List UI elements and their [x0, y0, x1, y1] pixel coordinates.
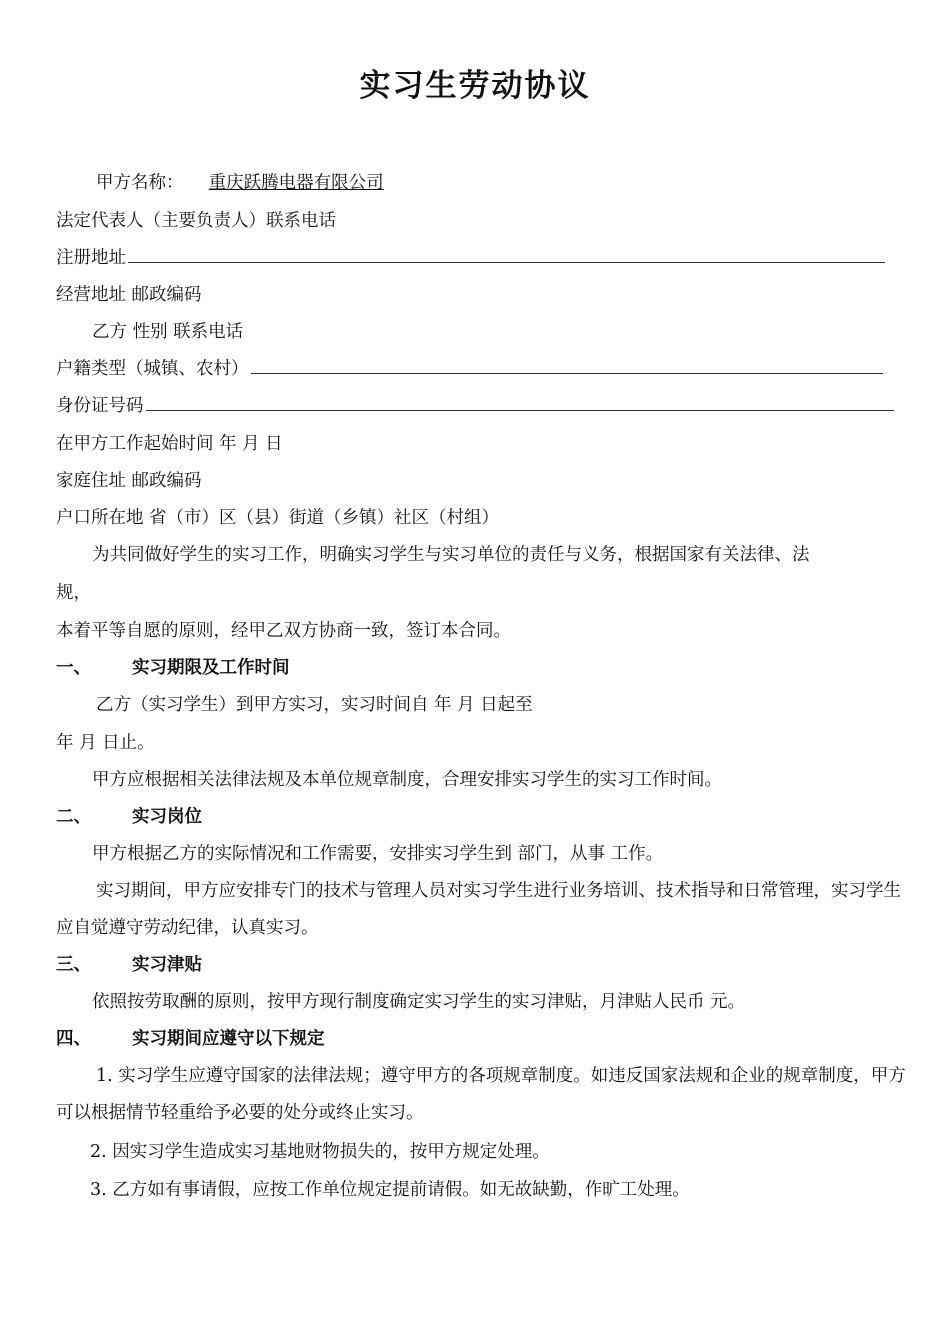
id-number-line: [56, 393, 910, 419]
id-number-label: 身份证号码: [56, 396, 144, 416]
s1-line3: 甲方应根据相关法律法规及本单位规章制度，合理安排实习学生的实习工作时间。: [92, 770, 722, 790]
s1-line2: 年 月 日止。: [56, 733, 155, 753]
home-address-line: 家庭住址 邮政编码: [56, 471, 202, 491]
section-number: 二、: [56, 807, 91, 827]
s2-paragraph: 实习期间，甲方应安排专门的技术与管理人员对实习学生进行业务培训、技术指导和日常管理，实习学生应自觉遵守劳动纪律，认真实习。: [56, 881, 901, 938]
preamble-p1-cont: 规，: [56, 583, 91, 603]
section-heading-1: [56, 655, 290, 681]
s4-rule-3: 3. 乙方如有事请假，应按工作单位规定提前请假。如无故缺勤，作旷工处理。: [90, 1180, 690, 1200]
reg-address-line: [56, 245, 910, 271]
hukou-location-line: 户口所在地 省（市）区（县）街道（乡镇）社区（村组）: [56, 508, 500, 528]
section-number: 四、: [56, 1029, 91, 1049]
legal-rep-line: 法定代表人（主要负责人）联系电话: [56, 211, 336, 231]
preamble-p2: 本着平等自愿的原则，经甲乙双方协商一致，签订本合同。: [56, 621, 511, 641]
s3-line1: 依照按劳取酬的原则，按甲方现行制度确定实习学生的实习津贴，月津贴人民币 元。: [92, 992, 746, 1012]
section-title: 实习津贴: [132, 955, 202, 975]
s2-line1: 甲方根据乙方的实际情况和工作需要，安排实习学生到 部门，从事 工作。: [92, 844, 664, 864]
id-number-blank: [146, 393, 894, 411]
party-a-name: 重庆跃腾电器有限公司: [208, 173, 384, 193]
preamble-p1: 为共同做好学生的实习工作，明确实习学生与实习单位的责任与义务，根据国家有关法律、法: [92, 545, 810, 565]
start-time-line: 在甲方工作起始时间 年 月 日: [56, 434, 283, 454]
hukou-type-label: 户籍类型（城镇、农村）: [56, 359, 249, 379]
s4-rule-2: 2. 因实习学生造成实习基地财物损失的，按甲方规定处理。: [90, 1142, 550, 1162]
party-a-line: [96, 170, 910, 196]
section-number: 一、: [56, 658, 91, 678]
section-number: 三、: [56, 955, 91, 975]
section-heading-3: [56, 952, 202, 978]
section-title: 实习岗位: [132, 807, 202, 827]
page-title: 实习生劳动协议: [359, 68, 591, 104]
party-b-line: 乙方 性别 联系电话: [92, 322, 244, 342]
reg-address-blank: [128, 245, 885, 263]
biz-address-line: 经营地址 邮政编码: [56, 285, 202, 305]
s1-line1: 乙方（实习学生）到甲方实习，实习时间自 年 月 日起至: [96, 695, 533, 715]
hukou-type-blank: [251, 356, 883, 374]
section-heading-4: [56, 1026, 325, 1052]
section-heading-2: [56, 804, 202, 830]
section-title: 实习期间应遵守以下规定: [132, 1029, 325, 1049]
party-a-label: 甲方名称：: [96, 173, 184, 193]
s4-rule-1: 1. 实习学生应遵守国家的法律法规；遵守甲方的各项规章制度。如违反国家法规和企业的规章制度，甲方可以根据情节轻重给予必要的处分或终止实习。: [56, 1066, 906, 1123]
hukou-type-line: [56, 356, 910, 382]
reg-address-label: 注册地址: [56, 248, 126, 268]
section-title: 实习期限及工作时间: [132, 658, 290, 678]
